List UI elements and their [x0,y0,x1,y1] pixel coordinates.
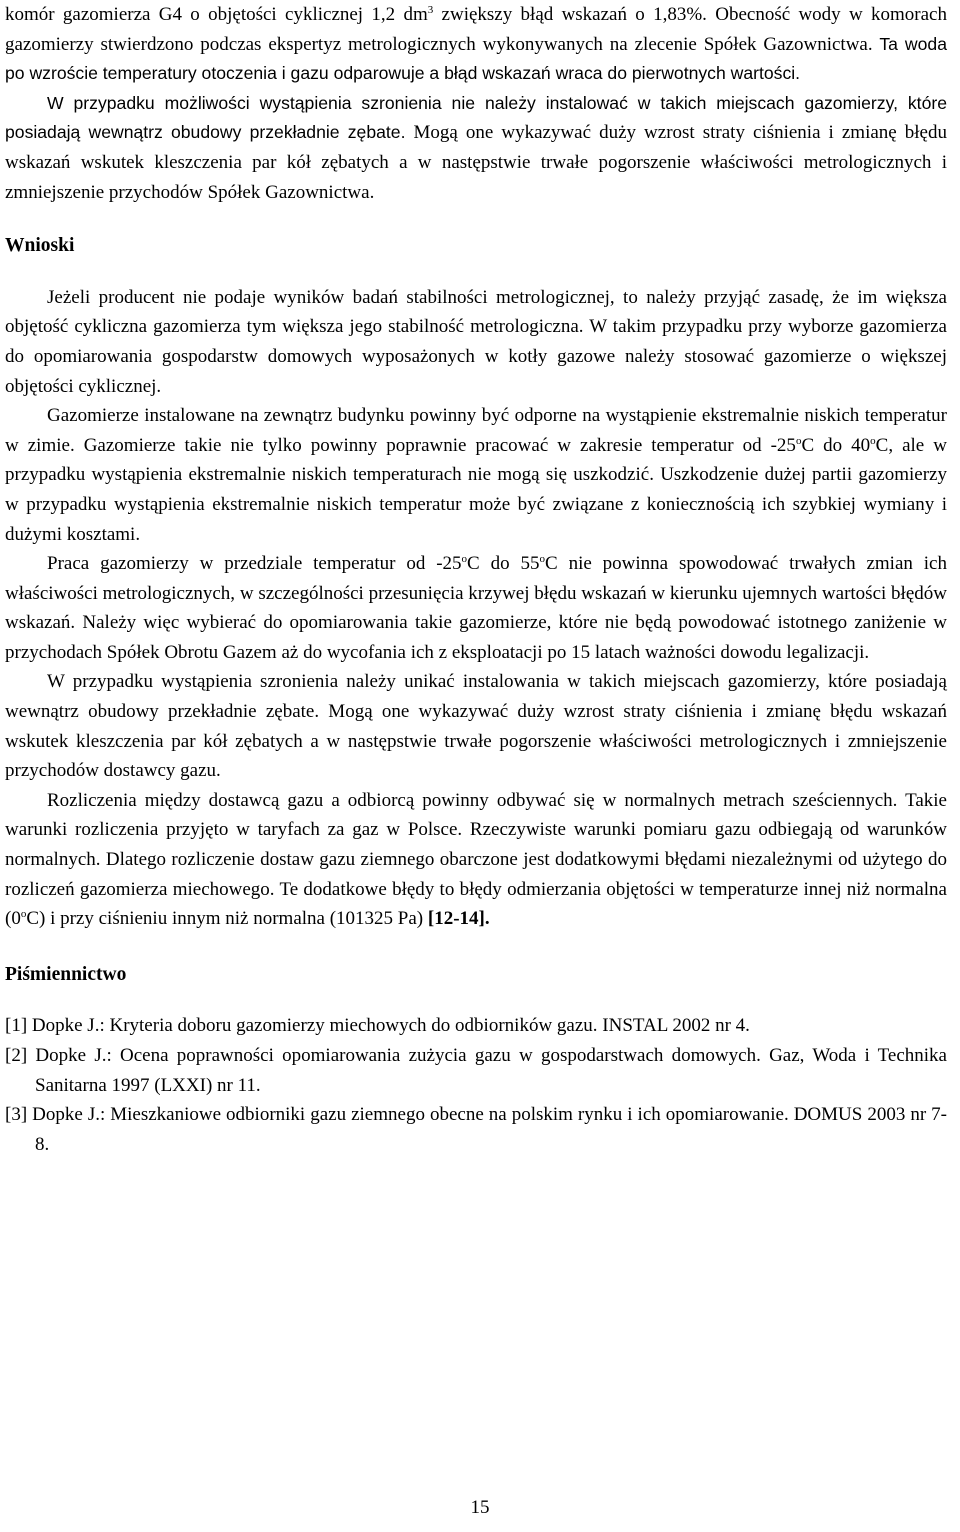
superscript: o [461,553,468,566]
text-run: komór gazomierza G4 o objętości cyklicznej 1,2 dm [5,4,428,25]
superscript: o [539,553,546,566]
citation: [12-14]. [427,908,490,930]
text-run: Praca gazomierzy w przedziale temperatur od -25 [47,553,462,575]
text-run: zwiększy błąd wskazań o 1,83%. Obecność wody w komorach gazomierzy stwierdzono podczas ekspertyz metrologicznych wykonywanych na zlecenie Spółek Gazownictwa. [5,4,947,55]
text-run-sans: Ta woda po wzroście temperatury otoczenia i gazu odparowuje a błąd wskazań wraca do pierwotnych wartości. [5,33,947,84]
text-run: Mogą one wykazywać duży wzrost straty ciśnienia i zmianę błędu wskazań wskutek kleszczenia par kół zębatych a w następstwie trwałe pogorszenie właściwości metrologicznych i zmniejszenie przychodów Spółek Gazownictwa. [5,122,947,203]
text-run: C) i przy ciśnieniu innym niż normalna (101325 Pa) [26,908,428,930]
page-number: 15 [470,1497,490,1518]
superscript: o [795,434,802,447]
paragraph-conclusion-3 [5,549,947,667]
heading-references: Piśmiennictwo [5,963,127,985]
reference-item: [2] Dopke J.: Ocena poprawności opomiarowania zużycia gazu w gospodarstwach domowych. Gaz, Woda i Technika Sanitarna 1997 (LXXI) nr 11. [5,1045,947,1096]
text-run: C do 40 [801,434,871,456]
text-run: C nie powinna spowodować trwałych zmian ich właściwości metrologicznych, w szczególności przesunięcia krzywej błędu wskazań w kierunku ujemnych wartości błędów wskazań. Należy więc wybierać do opomiarowania takie gazomierze, które nie będą powodować istotnego zaniżenie w przychodach Spółek Obrotu Gazem aż do wycofania ich z eksploatacji po 15 latach ważności dowodu legalizacji. [5,553,947,663]
superscript: 3 [427,4,434,16]
text-run: Gazomierze instalowane na zewnątrz budynku powinny być odporne na wystąpienie ekstremalnie niskich temperatur w zimie. Gazomierze takie nie tylko powinny poprawnie pracować w zakresie temperatur od -25 [5,405,947,456]
superscript: o [870,434,876,447]
paragraph-conclusion-5 [5,786,947,934]
paragraph-frosting [5,89,947,207]
paragraph-conclusion-1: Jeżeli producent nie podaje wyników badań stabilności metrologicznej, to należy przyjąć zasadę, że im większa objętość cykliczna gazomierza tym większa jego stabilność metrologiczna. W takim przypadku przy wyborze gazomierza do opomiarowania gospodarstw domowych wyposażonych w kotły gazowe należy stosować gazomierze o większej objętości cyklicznej. [5,286,947,397]
text-run: C, ale w przypadku wystąpienia ekstremalnie niskich temperaturach nie mogą się uszkodzić. Uszkodzenie dużej partii gazomierzy w przypadku wystąpienia ekstremalnie niskich temperatur może być związane z koniecznością ich szybkiej wymiany i dużymi kosztami. [5,434,947,545]
reference-item: [3] Dopke J.: Mieszkaniowe odbiorniki gazu ziemnego obecne na polskim rynku i ich opomiarowanie. DOMUS 2003 nr 7-8. [5,1104,947,1155]
reference-item: [1] Dopke J.: Kryteria doboru gazomierzy miechowych do odbiorników gazu. INSTAL 2002 nr 4. [5,1015,750,1037]
heading-wnioski: Wnioski [5,235,75,257]
paragraph-cyclic-volume [5,0,947,89]
superscript: o [20,908,27,921]
text-run: Rozliczenia między dostawcą gazu a odbiorcą powinny odbywać się w normalnych metrach sześciennych. Takie warunki rozliczenia przyjęto w taryfach za gaz w Polsce. Rzeczywiste warunki pomiaru gazu odbiegają od warunków normalnych. Dlatego rozliczenie dostaw gazu ziemnego obarczone jest dodatkowymi błędami niezależnymi od użytego do rozliczeń gazomierza miechowego. Te dodatkowe błędy to błędy odmierzania objętości w temperaturze innej niż normalna (0 [5,789,947,930]
reference-list [5,1011,947,1159]
paragraph-conclusion-4: W przypadku wystąpienia szronienia należy unikać instalowania w takich miejscach gazomierzy, które posiadają wewnątrz obudowy przekładnie zębate. Mogą one wykazywać duży wzrost straty ciśnienia i zmianę błędu wskazań wskutek kleszczenia par kół zębatych a w następstwie trwałe pogorszenie właściwości metrologicznych i zmniejszenie przychodów dostawcy gazu. [5,671,947,782]
text-run-sans: W przypadku możliwości wystąpienia szronienia nie należy instalować w takich miejscach gazomierzy, które posiadają wewnątrz obudowy przekładnie zębate. [5,92,947,143]
document-page [5,0,947,1159]
paragraph-conclusion-2 [5,401,947,549]
text-run: C do 55 [467,553,540,575]
